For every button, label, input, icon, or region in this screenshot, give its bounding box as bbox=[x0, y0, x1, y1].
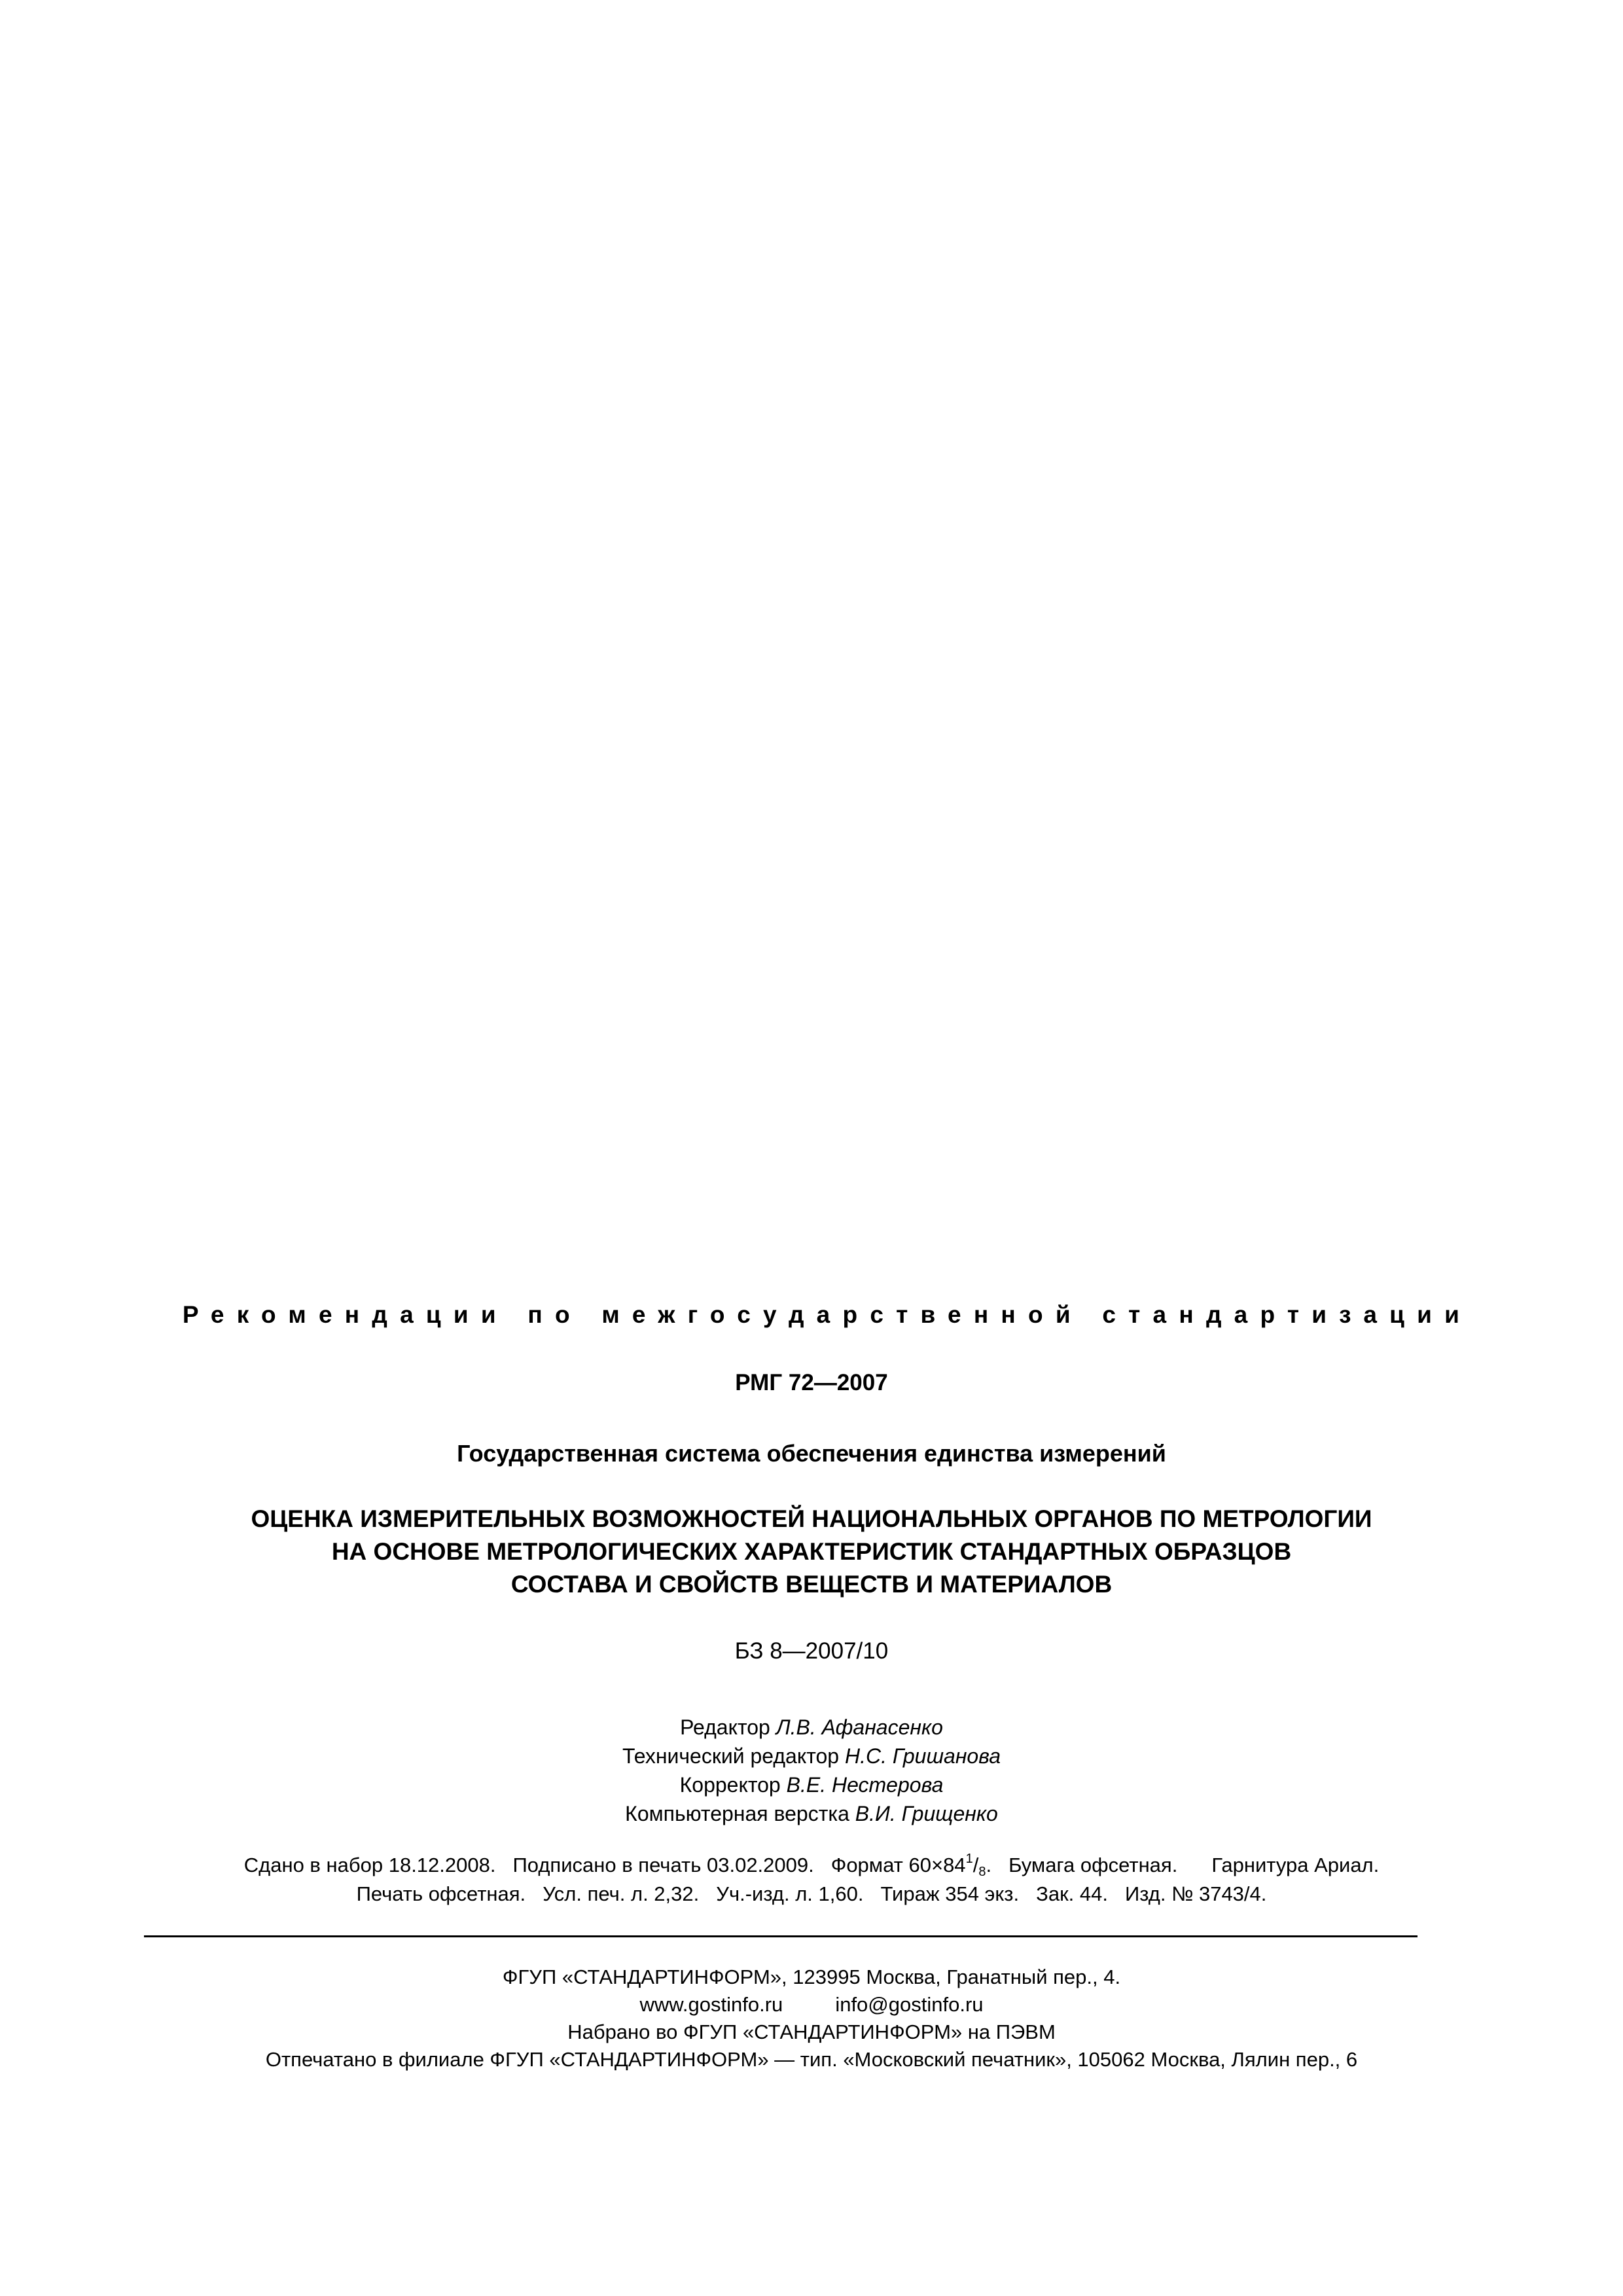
credit-editor bbox=[0, 1713, 1623, 1742]
publisher-block bbox=[0, 1964, 1623, 2073]
credit-name: Л.В. Афанасенко bbox=[776, 1715, 943, 1739]
credit-role: Редактор bbox=[680, 1715, 770, 1739]
publisher-address: ФГУП «СТАНДАРТИНФОРМ», 123995 Москва, Гранатный пер., 4. bbox=[502, 1965, 1121, 1988]
publisher-printed: Отпечатано в филиале ФГУП «СТАНДАРТИНФОРМ» — тип. «Московский печатник», 105062 Москва, Лялин пер., 6 bbox=[265, 2048, 1358, 2071]
document-designation: РМГ 72—2007 bbox=[735, 1370, 888, 1395]
publisher-typeset: Набрано во ФГУП «СТАНДАРТИНФОРМ» на ПЭВМ bbox=[567, 2020, 1056, 2043]
credit-name: В.И. Грищенко bbox=[855, 1802, 998, 1825]
imprint-paper: Бумага офсетная. bbox=[1008, 1854, 1178, 1876]
credit-name: В.Е. Нестерова bbox=[786, 1773, 944, 1797]
imprint-izd: Изд. № 3743/4. bbox=[1124, 1882, 1267, 1905]
horizontal-rule bbox=[144, 1935, 1418, 1937]
title-line-3: СОСТАВА И СВОЙСТВ ВЕЩЕСТВ И МАТЕРИАЛОВ bbox=[510, 1571, 1113, 1598]
credit-role: Компьютерная верстка bbox=[625, 1802, 849, 1825]
imprint-usl: Усл. печ. л. 2,32. bbox=[543, 1882, 700, 1905]
title-line-1: ОЦЕНКА ИЗМЕРИТЕЛЬНЫХ ВОЗМОЖНОСТЕЙ НАЦИОНАЛЬНЫХ ОРГАНОВ ПО МЕТРОЛОГИИ bbox=[251, 1505, 1372, 1532]
title-line-2: НА ОСНОВЕ МЕТРОЛОГИЧЕСКИХ ХАРАКТЕРИСТИК СТАНДАРТНЫХ ОБРАЗЦОВ bbox=[331, 1538, 1292, 1565]
imprint-line-2 bbox=[0, 1880, 1623, 1909]
series-heading: Рекомендации по межгосударственной стандартизации bbox=[182, 1301, 1472, 1328]
document-title bbox=[0, 1503, 1623, 1601]
imprint-uch: Уч.-изд. л. 1,60. bbox=[716, 1882, 864, 1905]
credit-corrector bbox=[0, 1770, 1623, 1799]
imprint-line-1 bbox=[0, 1851, 1623, 1880]
imprint-block bbox=[0, 1851, 1623, 1909]
publisher-website-link[interactable]: www.gostinfo.ru bbox=[639, 1993, 783, 2016]
credit-role: Технический редактор bbox=[622, 1744, 840, 1768]
imprint-tirazh: Тираж 354 экз. bbox=[880, 1882, 1020, 1905]
bz-number: БЗ 8—2007/10 bbox=[734, 1638, 889, 1664]
imprint-format: Формат $60\times 84^1/_8$. bbox=[830, 1852, 992, 1879]
credits-block bbox=[0, 1713, 1623, 1828]
imprint-signed: Подписано в печать 03.02.2009. bbox=[512, 1854, 814, 1876]
imprint-print: Печать офсетная. bbox=[356, 1882, 526, 1905]
system-title: Государственная система обеспечения единства измерений bbox=[457, 1440, 1166, 1467]
credit-role: Корректор bbox=[679, 1773, 781, 1797]
imprint-submitted: Сдано в набор 18.12.2008. bbox=[243, 1854, 496, 1876]
credit-tech-editor bbox=[0, 1742, 1623, 1770]
publisher-email-link[interactable]: info@gostinfo.ru bbox=[835, 1993, 984, 2016]
imprint-font: Гарнитура Ариал. bbox=[1211, 1854, 1380, 1876]
credit-layout bbox=[0, 1799, 1623, 1828]
credit-name: Н.С. Гришанова bbox=[844, 1744, 1001, 1768]
imprint-zak: Зак. 44. bbox=[1036, 1882, 1108, 1905]
publisher-contacts bbox=[0, 1991, 1623, 2018]
